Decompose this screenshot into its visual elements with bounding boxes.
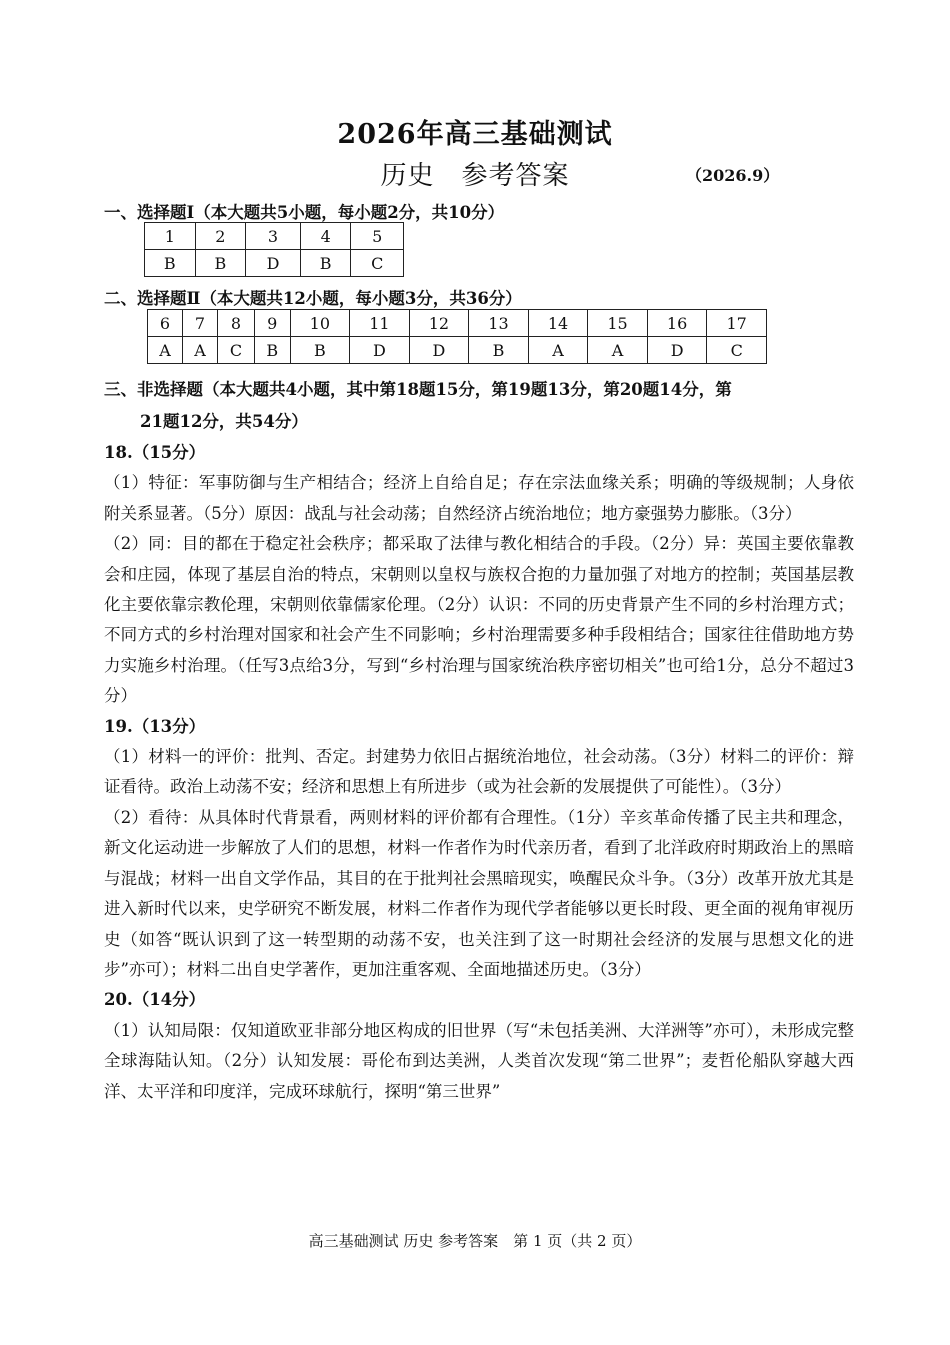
- question-number: 2: [195, 223, 246, 250]
- section3-heading-line1: 三、非选择题（本大题共4小题，其中第18题15分，第19题13分，第20题14分，第: [104, 380, 732, 399]
- question-19-part-1: （1）材料一的评价：批判、否定。封建势力依旧占据统治地位，社会动荡。（3分）材料二的评价：辩证看待。政治上动荡不安；经济和思想上有所进步（或为社会新的发展提供了可能性）。（3分）: [104, 747, 854, 797]
- question-18-heading: 18.（15分）: [104, 443, 206, 462]
- question-number: 9: [254, 310, 290, 337]
- table-row-numbers: [145, 223, 404, 250]
- answer-cell: D: [246, 250, 301, 277]
- answer-cell: C: [218, 337, 255, 364]
- answer-cell: C: [707, 337, 767, 364]
- page-footer: 高三基础测试 历史 参考答案 第 1 页（共 2 页）: [308, 1232, 642, 1250]
- question-number: 7: [183, 310, 218, 337]
- question-number: 11: [350, 310, 410, 337]
- answer-cell: B: [145, 250, 196, 277]
- answer-cell: A: [148, 337, 183, 364]
- answer-cell: A: [528, 337, 588, 364]
- question-number: 1: [145, 223, 196, 250]
- page-subtitle: 历史 参考答案: [380, 161, 570, 191]
- answer-cell: A: [183, 337, 218, 364]
- question-18-part-2: （2）同：目的都在于稳定社会秩序；都采取了法律与教化相结合的手段。（2分）异：英国主要依靠教会和庄园，体现了基层自治的特点，宋朝则以皇权与族权合抱的力量加强了对地方的控制；英国基层教化主要依靠宗教伦理，宋朝则依靠儒家伦理。（2分）认识：不同的历史背景产生不同的乡村治理方式；不同方式的乡村治理对国家和社会产生不同影响；乡村治理需要多种手段相结合；国家往往借助地方势力实施乡村治理。（任写3点给3分，写到“乡村治理与国家统治秩序密切相关”也可给1分，总分不超过3分）: [104, 534, 854, 706]
- question-19-part-2: （2）看待：从具体时代背景看，两则材料的评价都有合理性。（1分）辛亥革命传播了民主共和理念，新文化运动进一步解放了人们的思想，材料一作者作为时代亲历者，看到了北洋政府时期政治上的黑暗与混战；材料一出自文学作品，其目的在于批判社会黑暗现实，唤醒民众斗争。（3分）改革开放尤其是进入新时代以来，史学研究不断发展，材料二作者作为现代学者能够以更长时段、更全面的视角审视历史（如答“既认识到了这一转型期的动荡不安，也关注到了这一时期社会经济的发展与思想文化的进步”亦可）；材料二出自史学著作，更加注重客观、全面地描述历史。（3分）: [104, 807, 854, 979]
- question-18-part-1: （1）特征：军事防御与生产相结合；经济上自给自足；存在宗法血缘关系；明确的等级规制；人身依附关系显著。（5分）原因：战乱与社会动荡；自然经济占统治地位；地方豪强势力膨胀。（3分）: [104, 473, 854, 523]
- question-20-heading: 20.（14分）: [104, 990, 206, 1010]
- exam-date: （2026.9）: [686, 166, 780, 185]
- answer-cell: B: [254, 337, 290, 364]
- section2-heading: 二、选择题Ⅱ（本大题共12小题，每小题3分，共36分）: [104, 289, 522, 308]
- answer-cell: B: [195, 250, 246, 277]
- answer-cell: C: [351, 250, 404, 277]
- answer-cell: B: [469, 337, 529, 364]
- answer-cell: D: [647, 337, 707, 364]
- answer-cell: B: [300, 250, 351, 277]
- answer-cell: D: [409, 337, 469, 364]
- section1-heading: 一、选择题Ⅰ（本大题共5小题，每小题2分，共10分）: [104, 203, 505, 222]
- table-row-answers: [145, 250, 404, 277]
- section3-heading-line2: 21题12分，共54分）: [140, 412, 308, 431]
- question-number: 6: [148, 310, 183, 337]
- table-row-numbers: [148, 310, 767, 337]
- question-19-heading: 19.（13分）: [104, 716, 206, 736]
- section1-answer-table: [144, 222, 404, 277]
- question-number: 13: [469, 310, 529, 337]
- question-20-part-1: （1）认知局限：仅知道欧亚非部分地区构成的旧世界（写“未包括美洲、大洋洲等”亦可），未形成完整全球海陆认知。（2分）认知发展：哥伦布到达美洲，人类首次发现“第二世界”；麦哲伦船队穿越大西洋、太平洋和印度洋，完成环球航行，探明“第三世界”: [104, 1020, 854, 1101]
- question-number: 3: [246, 223, 301, 250]
- question-number: 8: [218, 310, 255, 337]
- answer-cell: D: [350, 337, 410, 364]
- answer-cell: A: [588, 337, 648, 364]
- question-number: 16: [647, 310, 707, 337]
- page-title: 2026年高三基础测试: [337, 119, 613, 150]
- question-number: 14: [528, 310, 588, 337]
- question-number: 15: [588, 310, 648, 337]
- question-number: 10: [290, 310, 350, 337]
- answer-body: [104, 438, 854, 1107]
- answer-cell: B: [290, 337, 350, 364]
- question-number: 12: [409, 310, 469, 337]
- table-row-answers: [148, 337, 767, 364]
- question-number: 17: [707, 310, 767, 337]
- section2-answer-table: [147, 309, 767, 364]
- question-number: 5: [351, 223, 404, 250]
- question-number: 4: [300, 223, 351, 250]
